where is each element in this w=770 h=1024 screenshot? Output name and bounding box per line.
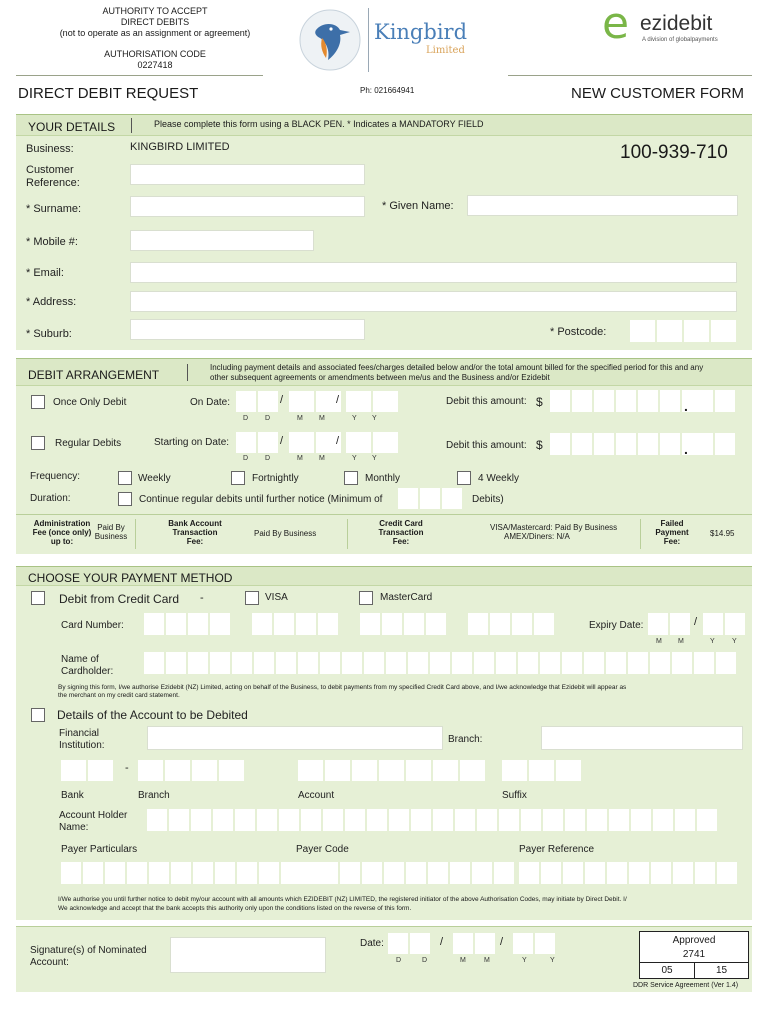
date-slash: / [336,435,340,447]
date-slash: / [336,394,340,406]
suburb-input[interactable] [130,319,365,340]
signature-input[interactable] [170,937,326,973]
cardholder-name-input[interactable] [144,652,736,674]
account-details-label: Details of the Account to be Debited [57,708,248,722]
dd-authorisation-text: I/We authorise you until further notice to debit my/our account with all amounts which EZIDEBIT (NZ) LIMITED, the registered initiator of the above Authorisation Codes, may initiate by Direct Debit. I/ We acknowledge and accept that the bank accepts this authority only upon the conditions listed on the reverse of this form. [58,896,627,912]
month-hint: M [297,415,303,422]
month-hint: M [656,638,662,645]
credit-card-label: Debit from Credit Card [59,592,180,606]
once-month-input[interactable] [289,391,341,412]
decimal-point: . [684,441,688,457]
authority-heading [30,6,280,71]
signature-day-input[interactable] [388,933,430,954]
payment-method-title: CHOOSE YOUR PAYMENT METHOD [28,571,233,585]
email-label: * Email: [26,267,64,279]
kingbird-logo [298,8,498,72]
bank-dash: - [125,762,129,774]
admin-fee-label: Administration Fee (once only) up to: [32,519,92,546]
card-number-label: Card Number: [61,620,124,631]
payer-code-label: Payer Code [296,844,349,855]
date-slash: / [440,936,444,948]
kingbird-name: Kingbird [374,20,468,44]
fortnightly-checkbox[interactable] [231,471,245,485]
branch-name-input[interactable] [541,726,743,750]
expiry-slash: / [694,616,698,628]
card-number-group1[interactable] [144,613,230,635]
payer-particulars-input[interactable] [61,862,323,884]
regular-dollar-sign: $ [536,438,543,452]
starting-on-label: Starting on Date: [154,437,230,448]
your-details-section [16,136,752,350]
monthly-checkbox[interactable] [344,471,358,485]
frequency-label: Frequency: [30,471,81,482]
approved-title: Approved [672,935,716,946]
visa-checkbox[interactable] [245,591,259,605]
month-hint: M [460,957,466,964]
four-weekly-label: 4 Weekly [478,473,519,484]
decimal-point: . [684,398,688,414]
monthly-label: Monthly [365,473,401,484]
your-details-title: YOUR DETAILS [28,120,116,134]
approved-number: 2741 [682,949,706,960]
signature-month-input[interactable] [453,933,495,954]
regular-amount-label: Debit this amount: [446,440,527,451]
address-input[interactable] [130,291,737,312]
expiry-year-input[interactable] [703,613,745,635]
day-hint: D [243,455,249,462]
month-hint: M [319,455,325,462]
credit-card-dash: - [200,592,204,604]
ezidebit-mark: e [602,0,630,49]
once-cents-input[interactable] [693,390,735,412]
weekly-checkbox[interactable] [118,471,132,485]
signature-label: Signature(s) of Nominated Account: [30,945,147,968]
expiry-date-label: Expiry Date: [589,620,644,631]
fees-table [16,514,752,554]
once-year-input[interactable] [346,391,398,412]
year-hint: Y [352,415,357,422]
card-number-group4[interactable] [468,613,554,635]
regular-amount-input[interactable] [550,433,702,455]
debit-arrangement-section [16,386,752,554]
on-date-label: On Date: [190,397,231,408]
year-hint: Y [732,638,737,645]
kingbird-sub: Limited [426,45,465,56]
suffix-input[interactable] [502,760,581,781]
payment-method-section [16,586,752,920]
given-name-label: * Given Name: [382,200,454,212]
day-hint: D [265,415,271,422]
weekly-label: Weekly [138,473,171,484]
expiry-month-input[interactable] [648,613,690,635]
day-hint: D [243,415,249,422]
authorisation-code-label: AUTHORISATION CODE [104,49,206,59]
once-amount-label: Debit this amount: [446,396,527,407]
branch-number-input[interactable] [138,760,244,781]
account-label: Account [298,790,335,801]
year-hint: Y [710,638,715,645]
suburb-label: * Suburb: [26,328,72,340]
account-number-input[interactable] [298,760,485,781]
approved-month: 05 [661,965,673,976]
postcode-input[interactable] [630,320,736,342]
cc-authorisation-text: By signing this form, I/we authorise Ezidebit (NZ) Limited, acting on behalf of the Business, to debit payments from my specified Credit Card above, and I/we acknowledge that Ezidebit will appear as the merchant on my credit card statement. [58,684,627,699]
month-hint: M [319,415,325,422]
month-hint: M [297,455,303,462]
once-date-input[interactable] [236,391,278,412]
debit-arrangement-header [16,358,752,386]
kingbird-bird-icon [298,8,362,72]
authority-line2: DIRECT DEBITS [120,17,190,27]
surname-label: * Surname: [26,203,82,215]
phone-number: Ph: 021664941 [360,86,415,95]
mastercard-checkbox[interactable] [359,591,373,605]
regular-year-input[interactable] [346,432,398,453]
year-hint: Y [372,415,377,422]
debit-arrangement-title: DEBIT ARRANGEMENT [28,368,160,382]
mobile-input[interactable] [130,230,314,251]
mobile-label: * Mobile #: [26,236,78,248]
suffix-label: Suffix [502,790,527,801]
payment-method-header [16,566,752,586]
once-dollar-sign: $ [536,395,543,409]
payer-reference-label: Payer Reference [519,844,595,855]
admin-fee-value: Paid By Business [94,523,128,541]
email-input[interactable] [130,262,737,283]
once-only-label: Once Only Debit [53,397,127,408]
cc-fee-value: VISA/Mastercard: Paid By Business AMEX/Diners: N/A [490,523,618,541]
debits-suffix: Debits) [472,494,504,505]
year-hint: Y [522,957,527,964]
mandatory-instruction: Please complete this form using a BLACK PEN. * Indicates a MANDATORY FIELD [154,119,484,129]
day-hint: D [422,957,428,964]
regular-cents-input[interactable] [693,433,735,455]
account-holder-label: Account Holder Name: [59,810,128,833]
bank-fee-value: Paid By Business [254,529,317,538]
approved-box [639,931,749,979]
date-slash: / [280,394,284,406]
signature-year-input[interactable] [513,933,555,954]
business-number: 100-939-710 [620,142,728,163]
payer-particulars-label: Payer Particulars [61,844,138,855]
four-weekly-checkbox[interactable] [457,471,471,485]
ezidebit-tagline: A division of globalpayments [642,37,718,43]
year-hint: Y [372,455,377,462]
account-holder-input[interactable] [147,809,717,831]
once-only-checkbox[interactable] [31,395,45,409]
failed-fee-value: $14.95 [710,529,735,538]
authorisation-code: 0227418 [137,60,173,70]
bank-number-input[interactable] [61,760,113,781]
form-subtitle: NEW CUSTOMER FORM [571,85,745,102]
payer-reference-input[interactable] [519,862,737,884]
credit-card-checkbox[interactable] [31,591,45,605]
month-hint: M [484,957,490,964]
regular-debits-label: Regular Debits [55,438,122,449]
bank-fee-label: Bank Account Transaction Fee: [168,519,222,546]
branch-name-label: Branch: [448,734,483,745]
address-label: * Address: [26,296,77,308]
ezidebit-name: ezidebit [640,12,713,35]
year-hint: Y [352,455,357,462]
day-hint: D [396,957,402,964]
bank-label: Bank [61,790,84,801]
cc-fee-label: Credit Card Transaction Fee: [378,519,424,546]
once-amount-input[interactable] [550,390,702,412]
financial-institution-label: Financial Institution: [59,728,105,751]
branch-label: Branch [138,790,170,801]
surname-input[interactable] [130,196,365,217]
business-label: Business: [26,143,74,155]
day-hint: D [265,455,271,462]
regular-month-input[interactable] [289,432,341,453]
continue-checkbox[interactable] [118,492,132,506]
duration-label: Duration: [30,493,71,504]
form-title: DIRECT DEBIT REQUEST [18,85,199,102]
authority-line3: (not to operate as an assignment or agreement) [59,28,251,38]
visa-label: VISA [265,592,288,603]
financial-institution-input[interactable] [147,726,443,750]
your-details-header [16,114,752,136]
card-number-group2[interactable] [252,613,338,635]
regular-date-input[interactable] [236,432,278,453]
authority-line1: AUTHORITY TO ACCEPT [102,6,208,16]
customer-reference-input[interactable] [130,164,365,185]
payer-code-input[interactable] [296,862,514,884]
cardholder-label: Name of Cardholder: [61,654,114,677]
ezidebit-logo [600,0,756,50]
month-hint: M [678,638,684,645]
business-value: KINGBIRD LIMITED [130,141,230,153]
date-slash: / [280,435,284,447]
debit-note: Including payment details and associated fees/charges detailed below and/or the total amount billed for the specified period for this and any other subsequent agreements or amendments between me/us and the Business and/or Ezidebit [210,363,704,382]
continue-label: Continue regular debits until further notice (Minimum of [139,494,383,505]
minimum-debits-input[interactable] [398,488,462,509]
year-hint: Y [550,957,555,964]
given-name-input[interactable] [467,195,738,216]
account-debit-checkbox[interactable] [31,708,45,722]
card-number-group3[interactable] [360,613,446,635]
mastercard-label: MasterCard [380,592,433,603]
postcode-label: * Postcode: [550,326,607,338]
signature-date-label: Date: [360,938,384,949]
customer-ref-label: Customer Reference: [26,164,80,189]
fortnightly-label: Fortnightly [252,473,299,484]
regular-debits-checkbox[interactable] [31,436,45,450]
footer-version: DDR Service Agreement (Ver 1.4) [633,982,739,989]
approved-year: 15 [715,965,728,976]
date-slash: / [500,936,504,948]
failed-fee-label: Failed Payment Fee: [655,519,689,546]
